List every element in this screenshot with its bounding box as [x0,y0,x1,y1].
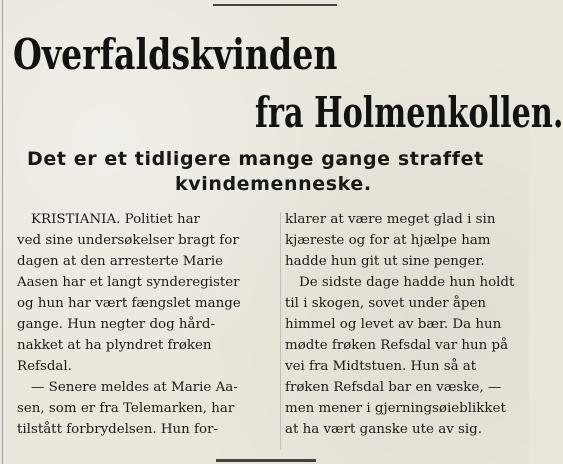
article-line: gange. Hun negter dog hård- [17,317,216,332]
article-line: tilstått forbrydelsen. Hun for- [17,422,218,437]
article-line: frøken Refsdal bar en væske, — [285,380,502,395]
article-line: dagen at den arresterte Marie [17,254,224,269]
left-edge-rule [2,0,3,464]
article-line: klarer at være meget glad i sin [285,212,496,227]
article-left-column [17,209,275,440]
subheadline-line-1: Det er et tidligere mange gange straffet [27,148,484,170]
column-divider [280,212,281,450]
article-right-column [285,209,529,440]
bottom-rule [216,459,316,462]
article-line: himmel og levet av bær. Da hun [285,317,502,332]
headline-line-1: Overfaldskvinden [13,30,338,79]
article-line: sen, som er fra Telemarken, har [17,401,235,416]
article-line: ved sine undersøkelser bragt for [17,233,239,248]
article-line: nakket at ha plyndret frøken [17,338,212,353]
top-rule [213,4,337,6]
article-line: vei fra Midtstuen. Hun så at [285,359,477,374]
article-line: og hun har vært fængslet mange [17,296,241,311]
headline-line-2: fra Holmenkollen. [255,88,563,137]
article-line: men mener i gjerningsøieblikket [285,401,506,416]
article-line: De sidste dage hadde hun holdt [299,275,515,290]
article-line: KRISTIANIA. Politiet har [31,212,200,227]
article-line: hadde hun git ut sine penger. [285,254,485,269]
article-line: Refsdal. [17,359,72,374]
article-line: — Senere meldes at Marie Aa- [31,380,238,395]
article-line: at ha vært ganske ute av sig. [285,422,482,437]
article-line: Aasen har et langt synderegister [17,275,240,290]
article-line: kjæreste og for at hjælpe ham [285,233,491,248]
subheadline-line-2: kvindemenneske. [175,173,372,195]
article-line: mødte frøken Refsdal var hun på [285,338,509,353]
article-line: til i skogen, sovet under åpen [285,296,486,311]
